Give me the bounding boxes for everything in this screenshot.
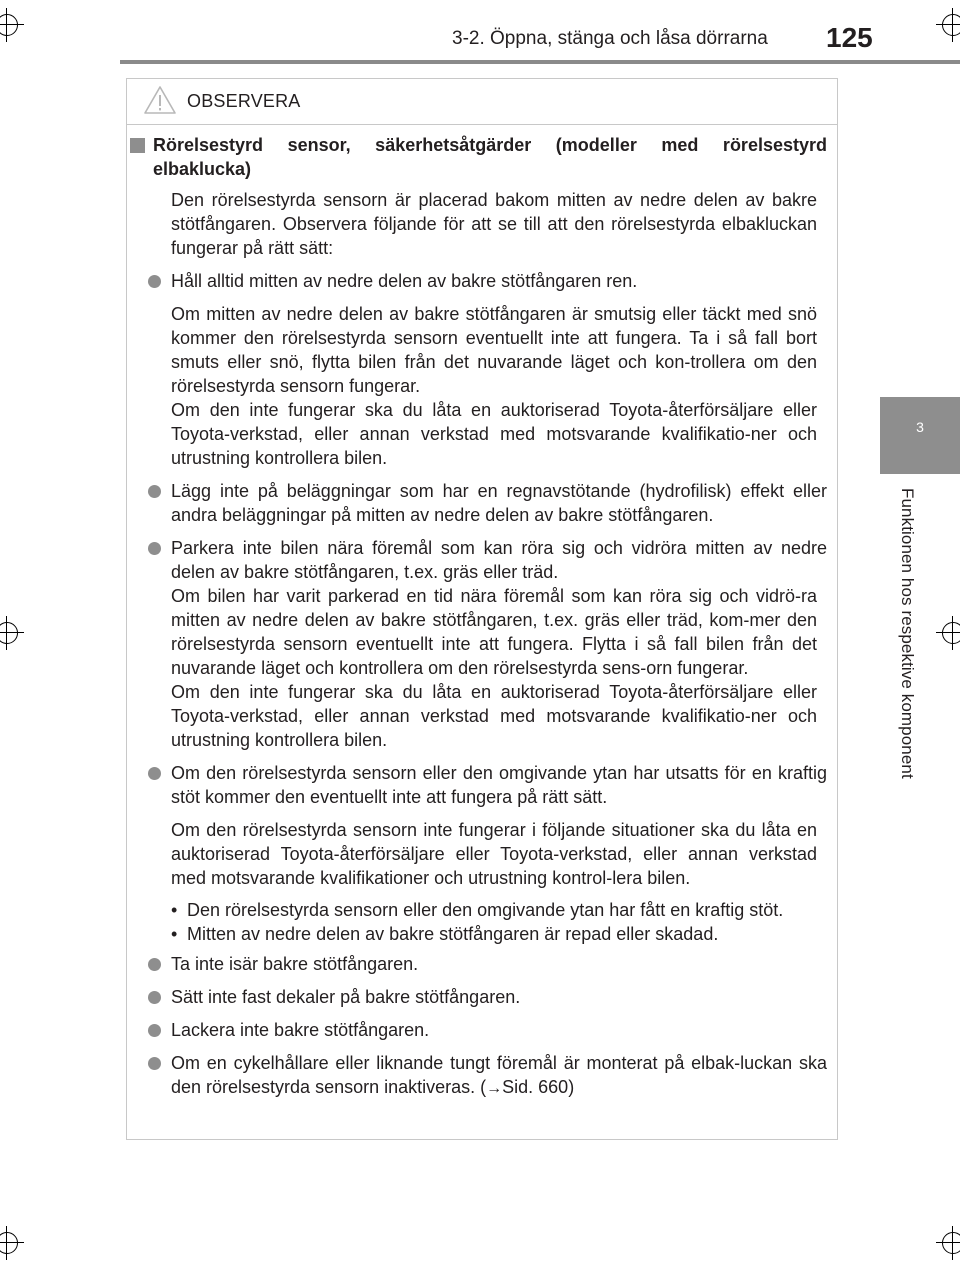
list-item xyxy=(171,1051,827,1101)
list-item-text: Sätt inte fast dekaler på bakre stötfångaren. xyxy=(171,987,521,1007)
chapter-side-title: Funktionen hos respektive komponent xyxy=(898,488,917,779)
list-item-text: Håll alltid mitten av nedre delen av bakre stötfångaren ren. xyxy=(171,271,638,291)
round-bullet-icon xyxy=(148,767,161,780)
registration-mark-top-left xyxy=(0,8,24,42)
registration-mark-bottom-right xyxy=(936,1226,960,1260)
page-number: 125 xyxy=(826,22,873,53)
round-bullet-icon xyxy=(148,542,161,555)
list-item xyxy=(171,1018,827,1042)
round-bullet-icon xyxy=(148,958,161,971)
round-bullet-icon xyxy=(148,485,161,498)
list-item-text: Om den rörelsestyrda sensorn eller den omgivande ytan har utsatts för en kraftig stöt kommer den eventuellt inte att fungera på rätt sätt. xyxy=(171,763,827,807)
notice-label: OBSERVERA xyxy=(187,91,301,111)
registration-mark-bottom-left xyxy=(0,1226,24,1260)
situation-text: Den rörelsestyrda sensorn eller den omgivande ytan har fått en kraftig stöt. xyxy=(187,900,784,920)
registration-mark-mid-right xyxy=(936,616,960,650)
situation-item xyxy=(171,922,817,946)
intro-paragraph: Den rörelsestyrda sensorn är placerad bakom mitten av nedre delen av bakre stötfångaren. Observera följande för att se till att den rörelsestyrda elbakluckan fungerar på rätt sätt: xyxy=(171,190,817,258)
round-bullet-icon xyxy=(148,1057,161,1070)
arrow-right-icon: → xyxy=(486,1080,503,1097)
square-bullet-icon xyxy=(130,138,145,153)
round-bullet-icon xyxy=(148,1024,161,1037)
warning-triangle-icon xyxy=(143,85,177,115)
running-header-title: 3-2. Öppna, stänga och låsa dörrarna xyxy=(452,28,768,49)
registration-mark-mid-left xyxy=(0,616,24,650)
situation-list xyxy=(171,898,817,946)
list-item-text: Parkera inte bilen nära föremål som kan röra sig och vidröra mitten av nedre delen av bakre stötfångaren, t.ex. gräs eller träd. xyxy=(171,538,827,582)
chapter-number: 3 xyxy=(916,419,924,435)
list-item-text: Ta inte isär bakre stötfångaren. xyxy=(171,954,419,974)
list-item xyxy=(171,269,827,293)
list-item-text: Lägg inte på beläggningar som har en regnavstötande (hydrofilisk) effekt eller andra beläggningar på mitten av nedre delen av bakre stötfångaren. xyxy=(171,481,827,525)
notice-box xyxy=(126,78,838,1140)
situation-text: Mitten av nedre delen av bakre stötfångaren är repad eller skadad. xyxy=(187,924,719,944)
list-item xyxy=(171,985,827,1009)
detail-paragraph: Om den inte fungerar ska du låta en auktoriserad Toyota-återförsäljare eller Toyota-verkstad, eller annan verkstad med motsvarande kvalifikatio-ner och utrustning kontrollera bilen. xyxy=(171,682,817,750)
section-heading xyxy=(127,133,831,181)
page-reference-link[interactable]: Sid. 660) xyxy=(502,1077,575,1097)
detail-paragraph: Om den inte fungerar ska du låta en auktoriserad Toyota-återförsäljare eller Toyota-verkstad, eller annan verkstad med motsvarande kvalifikatio-ner och utrustning kontrollera bilen. xyxy=(171,400,817,468)
dot-bullet-icon: • xyxy=(171,924,178,944)
list-item-text: Lackera inte bakre stötfångaren. xyxy=(171,1020,430,1040)
section-heading-text: Rörelsestyrd sensor, säkerhetsåtgärder (modeller med rörelsestyrd elbaklucka) xyxy=(153,135,827,179)
dot-bullet-icon: • xyxy=(171,900,178,920)
registration-mark-top-right xyxy=(936,8,960,42)
list-item-detail xyxy=(171,584,817,752)
round-bullet-icon xyxy=(148,275,161,288)
situation-item xyxy=(171,898,817,922)
notice-header-rule xyxy=(127,124,837,125)
detail-paragraph: Om mitten av nedre delen av bakre stötfångaren är smutsig eller täckt med snö kommer den rörelsestyrda sensorn eventuellt inte att fungera. Ta i så fall bort smuts eller snö, flytta bilen från det nuvarande läget och kon-trollera om den rörelsestyrda sensorn fungerar. xyxy=(171,304,817,396)
round-bullet-icon xyxy=(148,991,161,1004)
list-item-detail xyxy=(171,818,817,890)
detail-paragraph: Om den rörelsestyrda sensorn inte fungerar i följande situationer ska du låta en auktoriserad Toyota-återförsäljare eller Toyota-verkstad, eller annan verkstad med motsvarande kvalifikationer och utrustning kontrol-lera bilen. xyxy=(171,820,817,888)
list-item xyxy=(171,479,827,527)
header-rule xyxy=(120,60,960,64)
detail-paragraph: Om bilen har varit parkerad en tid nära föremål som kan röra sig och vidrö-ra mitten av nedre delen av bakre stötfångaren, t.ex. gräs eller träd, kom-mer den rörelsestyrda sensorn eventuellt inte att fungera. Flytta i så fall bilen från det nuvarande läget och kontrollera om den rörelsestyrda sens-orn fungerar. xyxy=(171,586,817,678)
notice-content xyxy=(127,133,831,1101)
list-item-detail xyxy=(171,302,817,470)
list-item xyxy=(171,761,827,809)
list-item xyxy=(171,952,827,976)
list-item xyxy=(171,536,827,584)
chapter-tab xyxy=(880,397,960,474)
list-item-text: Om en cykelhållare eller liknande tungt föremål är monterat på elbak-luckan ska den rörelsestyrda sensorn inaktiveras. ( xyxy=(171,1053,827,1097)
